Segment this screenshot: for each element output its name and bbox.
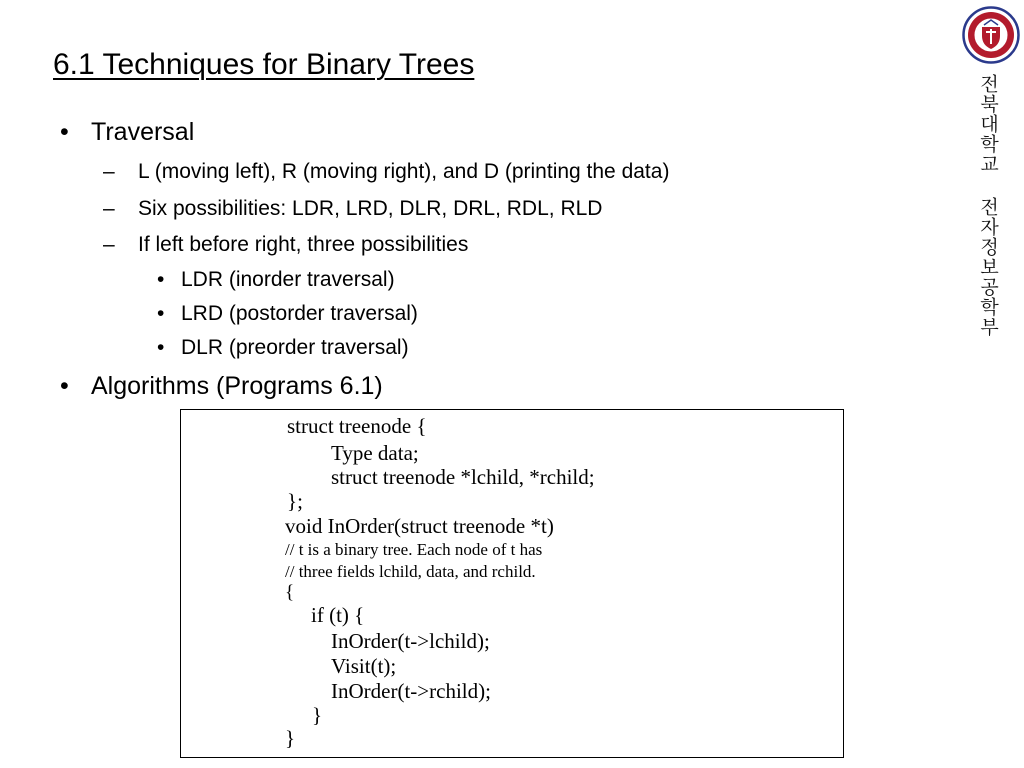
dash-mark: – [103, 233, 115, 256]
code-line: Type data; [331, 441, 419, 465]
code-line: void InOrder(struct treenode *t) [285, 514, 554, 538]
sub-sub-bullet-text: LDR (inorder traversal) [181, 268, 395, 291]
code-line: struct treenode *lchild, *rchild; [331, 465, 595, 489]
sub-bullet-text: L (moving left), R (moving right), and D (printing the data) [138, 160, 670, 183]
code-comment: // three fields lchild, data, and rchild. [285, 562, 536, 581]
bullet-mark: • [60, 372, 69, 400]
code-line: }; [287, 489, 303, 513]
code-line: } [312, 703, 323, 727]
slide-title: 6.1 Techniques for Binary Trees [53, 48, 475, 81]
code-line: InOrder(t->rchild); [331, 679, 491, 703]
bullet-mark: • [60, 118, 69, 146]
bullet-text: Traversal [91, 118, 195, 146]
bullet-text: Algorithms (Programs 6.1) [91, 372, 383, 400]
code-comment: // t is a binary tree. Each node of t has [285, 540, 543, 559]
bullet-mark: • [157, 336, 165, 359]
bullet-mark: • [157, 268, 165, 291]
dash-mark: – [103, 160, 115, 183]
sub-bullet-text: Six possibilities: LDR, LRD, DLR, DRL, RDL, RLD [138, 197, 603, 220]
code-line: { [285, 582, 295, 603]
dash-mark: – [103, 197, 115, 220]
sub-sub-bullet-text: LRD (postorder traversal) [181, 302, 418, 325]
bullet-mark: • [157, 302, 165, 325]
code-line: Visit(t); [331, 654, 397, 678]
sub-bullet-text: If left before right, three possibilities [138, 233, 469, 256]
code-line: } [285, 726, 296, 750]
code-box [180, 409, 844, 758]
sub-sub-bullet-text: DLR (preorder traversal) [181, 336, 409, 359]
university-seal-icon [962, 6, 1020, 64]
code-line: if (t) { [311, 603, 365, 627]
university-label: 전북대학교 전자정보공학부 [977, 74, 999, 337]
code-line: InOrder(t->lchild); [331, 629, 490, 653]
code-line: struct treenode { [287, 414, 427, 438]
